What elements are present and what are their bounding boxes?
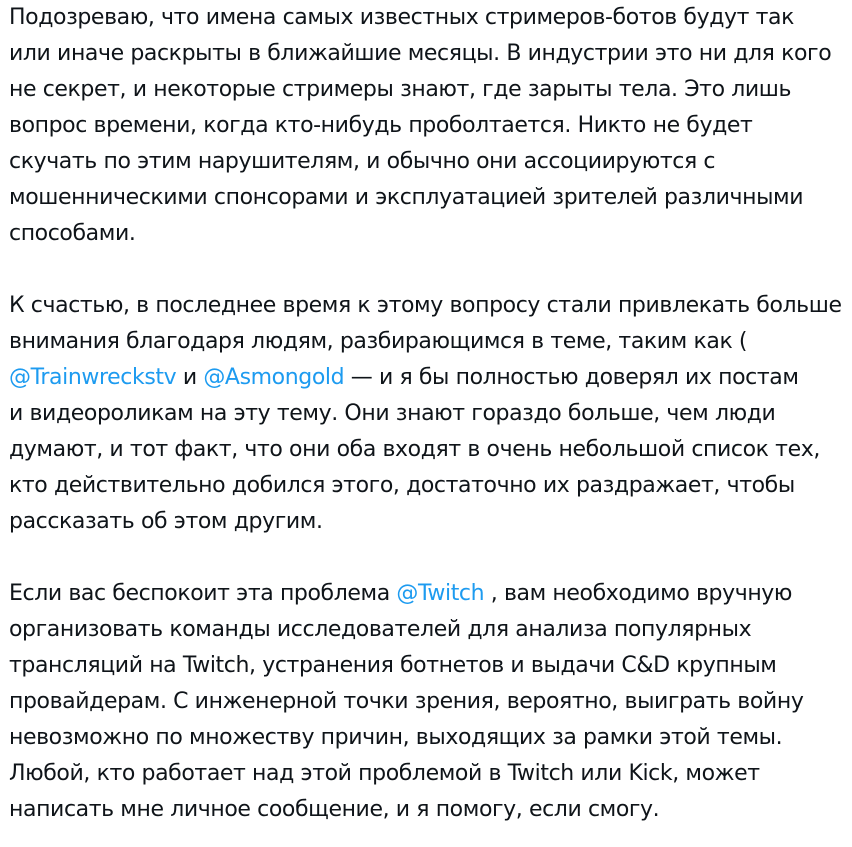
text-line bbox=[9, 360, 852, 396]
text-line: Подозреваю, что имена самых известных стримеров-ботов будут так bbox=[9, 5, 795, 30]
text-line: думают, и тот факт, что они оба входят в очень небольшой список тех, bbox=[9, 437, 820, 462]
text-line: написать мне личное сообщение, и я помогу, если смогу. bbox=[9, 797, 660, 822]
mention-link-asmongold[interactable]: @Asmongold bbox=[203, 365, 345, 390]
text-line: скучать по этим нарушителям, и обычно они ассоциируются с bbox=[9, 149, 716, 174]
mention-link-twitch[interactable]: @Twitch bbox=[396, 581, 485, 606]
text-segment: Если вас беспокоит эта проблема bbox=[9, 581, 397, 606]
text-line bbox=[9, 576, 852, 612]
mention-link-trainwreckstv[interactable]: @Trainwreckstv bbox=[9, 365, 177, 390]
text-line: вопрос времени, когда кто-нибудь проболтается. Никто не будет bbox=[9, 113, 753, 138]
text-line: и видеороликам на эту тему. Они знают гораздо больше, чем люди bbox=[9, 401, 776, 426]
text-line: организовать команды исследователей для анализа популярных bbox=[9, 617, 752, 642]
text-line: не секрет, и некоторые стримеры знают, где зарыты тела. Это лишь bbox=[9, 77, 792, 102]
text-line: внимания благодаря людям, разбирающимся в теме, таким как ( bbox=[9, 329, 748, 354]
text-line: рассказать об этом другим. bbox=[9, 509, 323, 534]
text-segment: — и я бы полностью доверял их постам bbox=[344, 365, 799, 390]
text-segment: и bbox=[176, 365, 204, 390]
text-line: К счастью, в последнее время к этому вопросу стали привлекать больше bbox=[9, 293, 842, 318]
text-line: трансляций на Twitch, устранения ботнетов и выдачи C&D крупным bbox=[9, 653, 777, 678]
paragraph-spacer bbox=[9, 252, 852, 288]
text-line: провайдерам. С инженерной точки зрения, вероятно, выиграть войну bbox=[9, 689, 804, 714]
post-body bbox=[9, 0, 852, 828]
text-line: мошенническими спонсорами и эксплуатацией зрителей различными bbox=[9, 185, 804, 210]
paragraph-spacer bbox=[9, 540, 852, 576]
text-line: Любой, кто работает над этой проблемой в Twitch или Kick, может bbox=[9, 761, 760, 786]
text-segment: , вам необходимо вручную bbox=[484, 581, 793, 606]
text-line: невозможно по множеству причин, выходящих за рамки этой темы. bbox=[9, 725, 783, 750]
text-line: способами. bbox=[9, 221, 136, 246]
text-line: кто действительно добился этого, достаточно их раздражает, чтобы bbox=[9, 473, 795, 498]
text-line: или иначе раскрыты в ближайшие месяцы. В индустрии это ни для кого bbox=[9, 41, 832, 66]
paragraph-2 bbox=[9, 288, 852, 540]
paragraph-3 bbox=[9, 576, 852, 828]
paragraph-1 bbox=[9, 0, 852, 252]
